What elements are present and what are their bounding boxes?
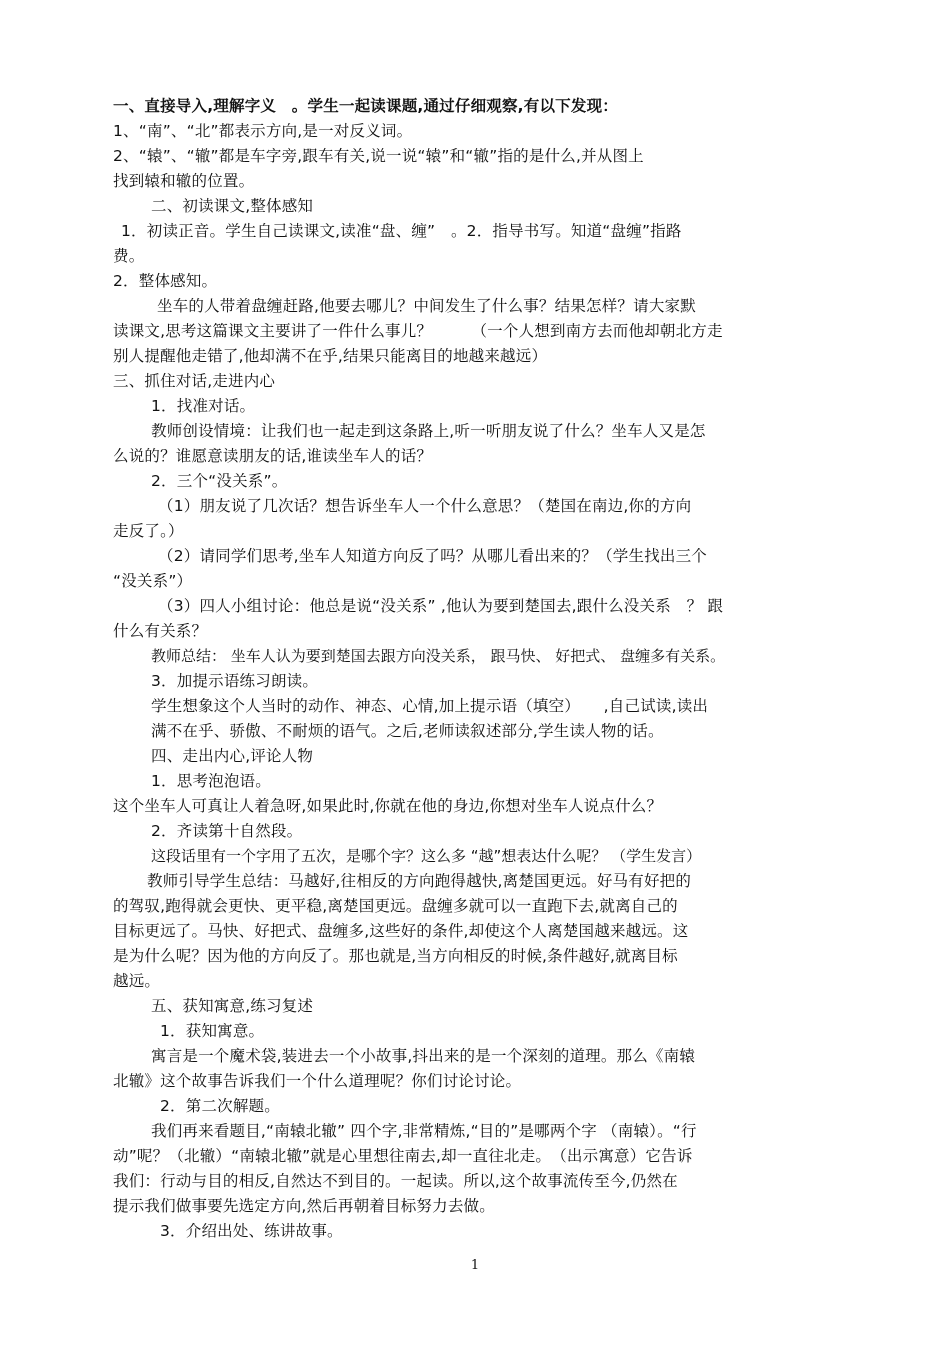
text-line: 1．思考泡泡语。	[151, 772, 271, 790]
text-line: 这个坐车人可真让人着急呀,如果此时,你就在他的身边,你想对坐车人说点什么？	[113, 797, 663, 815]
text-line: 2．三个“没关系”。	[151, 472, 288, 490]
text-line: 的驾驭,跑得就会更快、更平稳,离楚国更远。盘缠多就可以一直跑下去,就离自己的	[113, 897, 678, 915]
text-line: 我们：行动与目的相反,自然达不到目的。一起读。所以,这个故事流传至今,仍然在	[113, 1172, 678, 1190]
text-line: 教师引导学生总结：马越好,往相反的方向跑得越快,离楚国更远。好马有好把的	[147, 872, 692, 890]
text-line: 2．整体感知。	[113, 272, 218, 290]
text-line: 2．齐读第十自然段。	[151, 822, 303, 840]
text-line: （2）请同学们思考,坐车人知道方向反了吗？从哪儿看出来的？（学生找出三个	[158, 547, 707, 565]
text-line: 五、获知寓意,练习复述	[151, 997, 314, 1015]
text-line: 1．找准对话。	[151, 397, 256, 415]
text-line: 什么有关系？	[113, 622, 208, 640]
text-line: “没关系”）	[113, 572, 193, 590]
text-line: 走反了。）	[113, 522, 184, 540]
text-line: 越远。	[113, 972, 161, 990]
text-line: 1．初读正音。学生自己读课文,读准“盘、缠” 。2．指导书写。知道“盘缠”指路	[121, 222, 682, 240]
text-line: 找到辕和辙的位置。	[113, 172, 255, 190]
text-line: 一、直接导入,理解字义 。学生一起读课题,通过仔细观察,有以下发现：	[113, 97, 618, 115]
text-line: 是为什么呢？因为他的方向反了。那也就是,当方向相反的时候,条件越好,就离目标	[113, 947, 678, 965]
text-line: 费。	[113, 247, 145, 265]
text-line: 1、“南”、“北”都表示方向,是一对反义词。	[113, 122, 413, 140]
text-line: 教师总结： 坐车人认为要到楚国去跟方向没关系， 跟马快、 好把式、 盘缠多有关系。	[151, 647, 726, 665]
text-line: 满不在乎、骄傲、不耐烦的语气。之后,老师读叙述部分,学生读人物的话。	[151, 722, 664, 740]
text-line: 二、初读课文,整体感知	[151, 197, 314, 215]
text-line: 北辙》这个故事告诉我们一个什么道理呢？你们讨论讨论。	[113, 1072, 522, 1090]
text-line: （1）朋友说了几次话？想告诉坐车人一个什么意思？（楚国在南边,你的方向	[158, 497, 692, 515]
text-line: 2、“辕”、“辙”都是车字旁,跟车有关,说一说“辕”和“辙”指的是什么,并从图上	[113, 147, 644, 165]
text-line: 3．介绍出处、练讲故事。	[160, 1222, 343, 1240]
text-line: 别人提醒他走错了,他却满不在乎,结果只能离目的地越来越远）	[113, 347, 548, 365]
page-number: 1	[470, 1258, 480, 1273]
text-line: 2．第二次解题。	[160, 1097, 280, 1115]
text-line: 动”呢？（北辙）“南辕北辙”就是心里想往南去,却一直往北走。 （出示寓意）它告诉	[113, 1147, 693, 1165]
text-line: 1．获知寓意。	[160, 1022, 265, 1040]
text-line: （3）四人小组讨论：他总是说“没关系” ,他认为要到楚国去,跟什么没关系 ？ 跟	[158, 597, 724, 615]
text-line: 么说的？谁愿意读朋友的话,谁读坐车人的话？	[113, 447, 433, 465]
text-line: 提示我们做事要先选定方向,然后再朝着目标努力去做。	[113, 1197, 495, 1215]
text-line: 四、走出内心,评论人物	[151, 747, 314, 765]
text-line: 寓言是一个魔术袋,装进去一个小故事,抖出来的是一个深刻的道理。那么《南辕	[151, 1047, 696, 1065]
text-line: 3．加提示语练习朗读。	[151, 672, 319, 690]
text-line: 三、抓住对话,走进内心	[113, 372, 276, 390]
text-line: 我们再来看题目,“南辕北辙” 四个字,非常精炼,“目的”是哪两个字 （南辕）。“行	[151, 1122, 697, 1140]
text-line: 这段话里有一个字用了五次，是哪个字？这么多 “越”想表达什么呢？ （学生发言）	[151, 847, 702, 865]
text-line: 学生想象这个人当时的动作、神态、心情,加上提示语（填空） ,自己试读,读出	[151, 697, 709, 715]
text-line: 目标更远了。马快、好把式、盘缠多,这些好的条件,却使这个人离楚国越来越远。这	[113, 922, 689, 940]
text-line: 坐车的人带着盘缠赶路,他要去哪儿？中间发生了什么事？结果怎样？请大家默	[157, 297, 696, 315]
text-line: 读课文,思考这篇课文主要讲了一件什么事儿？ （一个人想到南方去而他却朝北方走	[113, 322, 723, 340]
text-line: 教师创设情境：让我们也一起走到这条路上,听一听朋友说了什么？坐车人又是怎	[151, 422, 706, 440]
